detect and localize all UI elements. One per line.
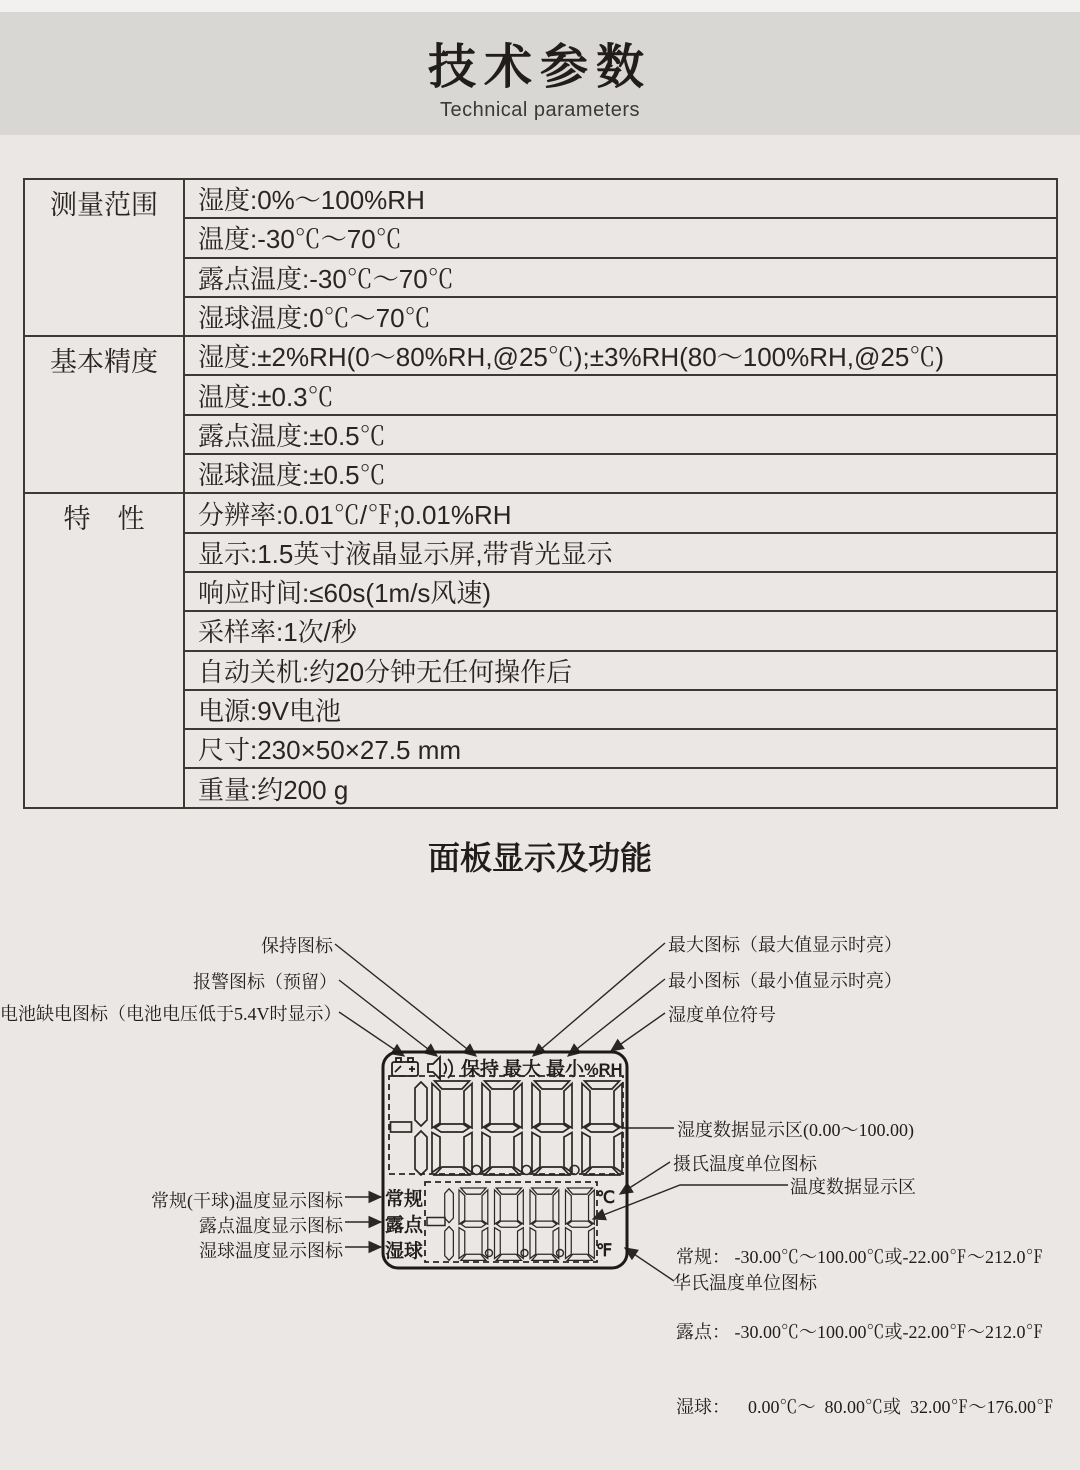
callout-wet-icon: 湿球温度显示图标 bbox=[199, 1241, 343, 1261]
group-label-measure-range: 测量范围 bbox=[24, 179, 184, 336]
lcd-min-label: 最小 bbox=[546, 1059, 585, 1080]
callout-battery-low-icon: 电池缺电图标（电池电压低于5.4V时显示） bbox=[0, 1004, 342, 1024]
spec-cell: 湿球温度:0℃～70℃ bbox=[184, 297, 1057, 336]
table-row bbox=[24, 336, 1057, 375]
callout-celsius-icon: 摄氏温度单位图标 bbox=[673, 1154, 817, 1174]
group-label-features: 特 性 bbox=[24, 493, 184, 807]
callout-normal-icon: 常规(干球)温度显示图标 bbox=[151, 1191, 343, 1211]
spec-cell: 电源:9V电池 bbox=[184, 690, 1057, 729]
range-wet: 湿球： 0.00℃～ 80.00℃或 32.00℉～176.00℉ bbox=[676, 1397, 1054, 1417]
callout-hold-icon: 保持图标 bbox=[261, 936, 333, 956]
page-subtitle: Technical parameters bbox=[439, 99, 641, 121]
temperature-digits bbox=[427, 1188, 594, 1260]
range-dew: 露点： -30.00℃～100.00℃或-22.00℉～212.0℉ bbox=[676, 1322, 1044, 1342]
lcd-fahrenheit-unit: ℉ bbox=[596, 1241, 613, 1260]
spec-cell: 采样率:1次/秒 bbox=[184, 611, 1057, 650]
top-strip bbox=[0, 0, 1080, 12]
lcd-dew-label: 露点 bbox=[385, 1215, 424, 1236]
lcd-wet-label: 湿球 bbox=[385, 1241, 424, 1262]
page-title: 技术参数 bbox=[427, 41, 652, 94]
callout-humidity-area: 湿度数据显示区(0.00～100.00) bbox=[677, 1120, 914, 1140]
battery-low-icon bbox=[392, 1058, 418, 1076]
callout-dew-icon: 露点温度显示图标 bbox=[199, 1216, 343, 1236]
spec-table bbox=[23, 178, 1058, 809]
lcd-rh-unit-label: %RH bbox=[584, 1061, 623, 1079]
group-label-accuracy: 基本精度 bbox=[24, 336, 184, 493]
lcd-hold-label: 保持 bbox=[461, 1059, 500, 1080]
lcd-max-label: 最大 bbox=[503, 1059, 542, 1080]
callout-max-icon: 最大图标（最大值显示时亮） bbox=[668, 935, 902, 955]
range-normal: 常规： -30.00℃～100.00℃或-22.00℉～212.0℉ bbox=[676, 1247, 1044, 1267]
title-band bbox=[0, 12, 1080, 135]
temperature-ranges bbox=[676, 1195, 1054, 1470]
section-title: 面板显示及功能 bbox=[427, 840, 652, 876]
callout-alarm-icon: 报警图标（预留） bbox=[193, 972, 337, 992]
spec-cell: 湿度:±2%RH(0～80%RH,@25℃);±3%RH(80～100%RH,@25℃) bbox=[184, 336, 1057, 375]
spec-cell: 露点温度:±0.5℃ bbox=[184, 415, 1057, 454]
spec-cell: 响应时间:≤60s(1m/s风速) bbox=[184, 572, 1057, 611]
callout-humidity-unit: 湿度单位符号 bbox=[668, 1005, 776, 1025]
callout-fahrenheit-icon: 华氏温度单位图标 bbox=[673, 1273, 817, 1293]
spec-cell: 湿球温度:±0.5℃ bbox=[184, 454, 1057, 493]
spec-cell: 湿度:0%～100%RH bbox=[184, 179, 1057, 218]
spec-cell: 自动关机:约20分钟无任何操作后 bbox=[184, 651, 1057, 690]
spec-cell: 尺寸:230×50×27.5 mm bbox=[184, 729, 1057, 768]
table-row bbox=[24, 179, 1057, 218]
lcd-celsius-unit: ℃ bbox=[596, 1188, 616, 1207]
panel-display-diagram bbox=[0, 900, 1080, 1417]
spec-cell: 温度:-30℃～70℃ bbox=[184, 218, 1057, 257]
table-row bbox=[24, 493, 1057, 532]
spec-cell: 温度:±0.3℃ bbox=[184, 375, 1057, 414]
spec-cell: 分辨率:0.01℃/℉;0.01%RH bbox=[184, 493, 1057, 532]
callout-temp-area: 温度数据显示区 bbox=[790, 1177, 916, 1197]
spec-cell: 显示:1.5英寸液晶显示屏,带背光显示 bbox=[184, 533, 1057, 572]
spec-cell: 重量:约200 g bbox=[184, 768, 1057, 807]
humidity-digits bbox=[391, 1081, 623, 1175]
spec-cell: 露点温度:-30℃～70℃ bbox=[184, 258, 1057, 297]
lcd-normal-label: 常规 bbox=[385, 1189, 424, 1210]
callout-min-icon: 最小图标（最小值显示时亮） bbox=[668, 971, 902, 991]
